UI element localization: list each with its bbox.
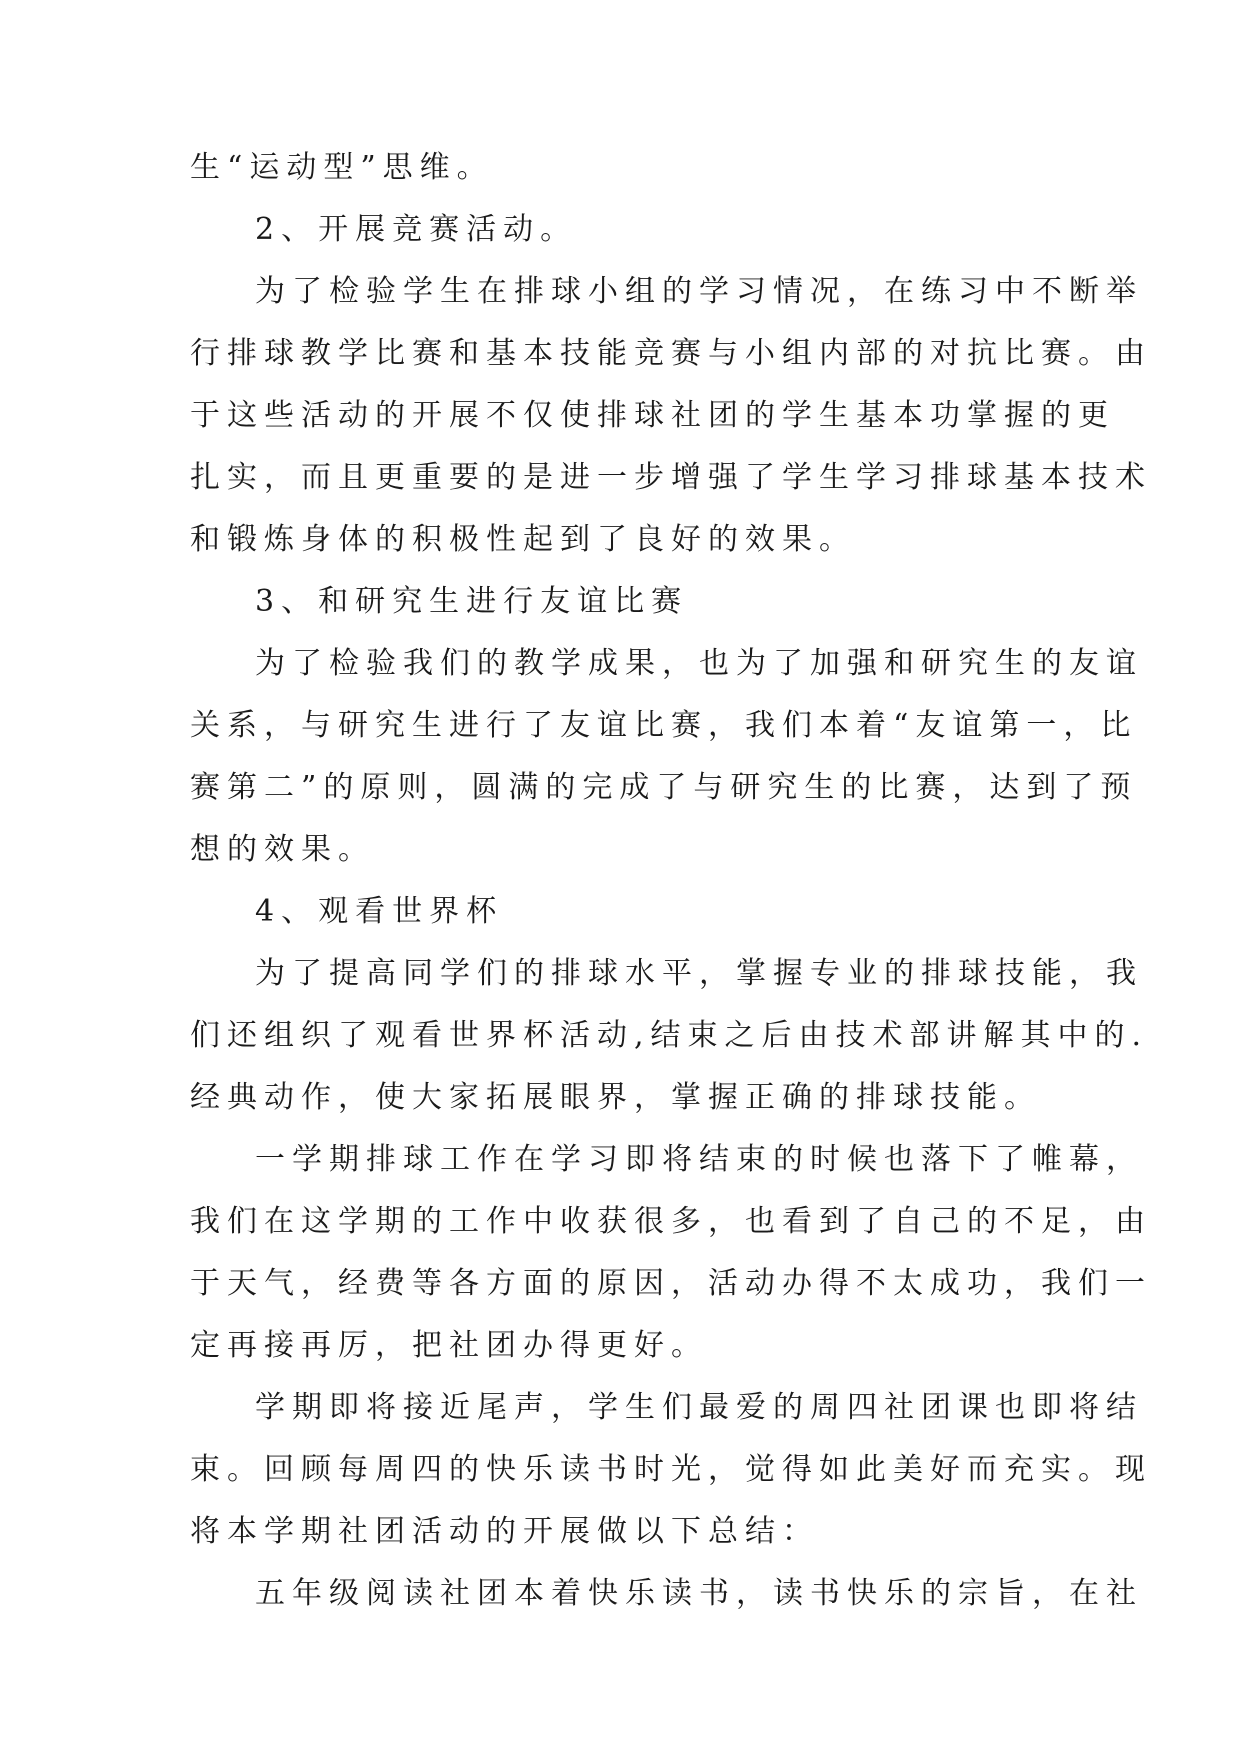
paragraph-line: 为了检验学生在排球小组的学习情况，在练习中不断举 <box>255 274 1143 309</box>
section-heading: 3、和研究生进行友谊比赛 <box>255 584 689 619</box>
paragraph-line: 关系，与研究生进行了友谊比赛，我们本着“友谊第一，比 <box>190 708 1138 743</box>
paragraph-line: 为了提高同学们的排球水平，掌握专业的排球技能，我 <box>255 956 1143 991</box>
paragraph-line: 赛第二”的原则，圆满的完成了与研究生的比赛，达到了预 <box>190 770 1138 805</box>
section-heading: 2、开展竞赛活动。 <box>255 212 578 247</box>
paragraph-line: 五年级阅读社团本着快乐读书，读书快乐的宗旨，在社 <box>255 1576 1143 1611</box>
paragraph-line: 束。回顾每周四的快乐读书时光，觉得如此美好而充实。现 <box>190 1452 1152 1487</box>
paragraph-line: 将本学期社团活动的开展做以下总结： <box>190 1514 819 1549</box>
paragraph-line: 定再接再厉，把社团办得更好。 <box>190 1328 708 1363</box>
paragraph-line: 学期即将接近尾声，学生们最爱的周四社团课也即将结 <box>255 1390 1143 1425</box>
paragraph-line: 于天气，经费等各方面的原因，活动办得不太成功，我们一 <box>190 1266 1152 1301</box>
paragraph-line: 一学期排球工作在学习即将结束的时候也落下了帷幕， <box>255 1142 1143 1177</box>
paragraph-line: 行排球教学比赛和基本技能竞赛与小组内部的对抗比赛。由 <box>190 336 1152 371</box>
paragraph-line: 经典动作，使大家拓展眼界，掌握正确的排球技能。 <box>190 1080 1041 1115</box>
paragraph-line: 扎实，而且更重要的是进一步增强了学生学习排球基本技术 <box>190 460 1152 495</box>
paragraph-line: 们还组织了观看世界杯活动,结束之后由技术部讲解其中的. <box>190 1018 1149 1053</box>
paragraph-line: 于这些活动的开展不仅使排球社团的学生基本功掌握的更 <box>190 398 1115 433</box>
paragraph-line: 为了检验我们的教学成果，也为了加强和研究生的友谊 <box>255 646 1143 681</box>
paragraph-line: 和锻炼身体的积极性起到了良好的效果。 <box>190 522 856 557</box>
section-heading: 4、观看世界杯 <box>255 894 504 929</box>
paragraph-line: 生“运动型”思维。 <box>190 150 494 185</box>
paragraph-line: 我们在这学期的工作中收获很多，也看到了自己的不足，由 <box>190 1204 1152 1239</box>
paragraph-line: 想的效果。 <box>190 832 375 867</box>
